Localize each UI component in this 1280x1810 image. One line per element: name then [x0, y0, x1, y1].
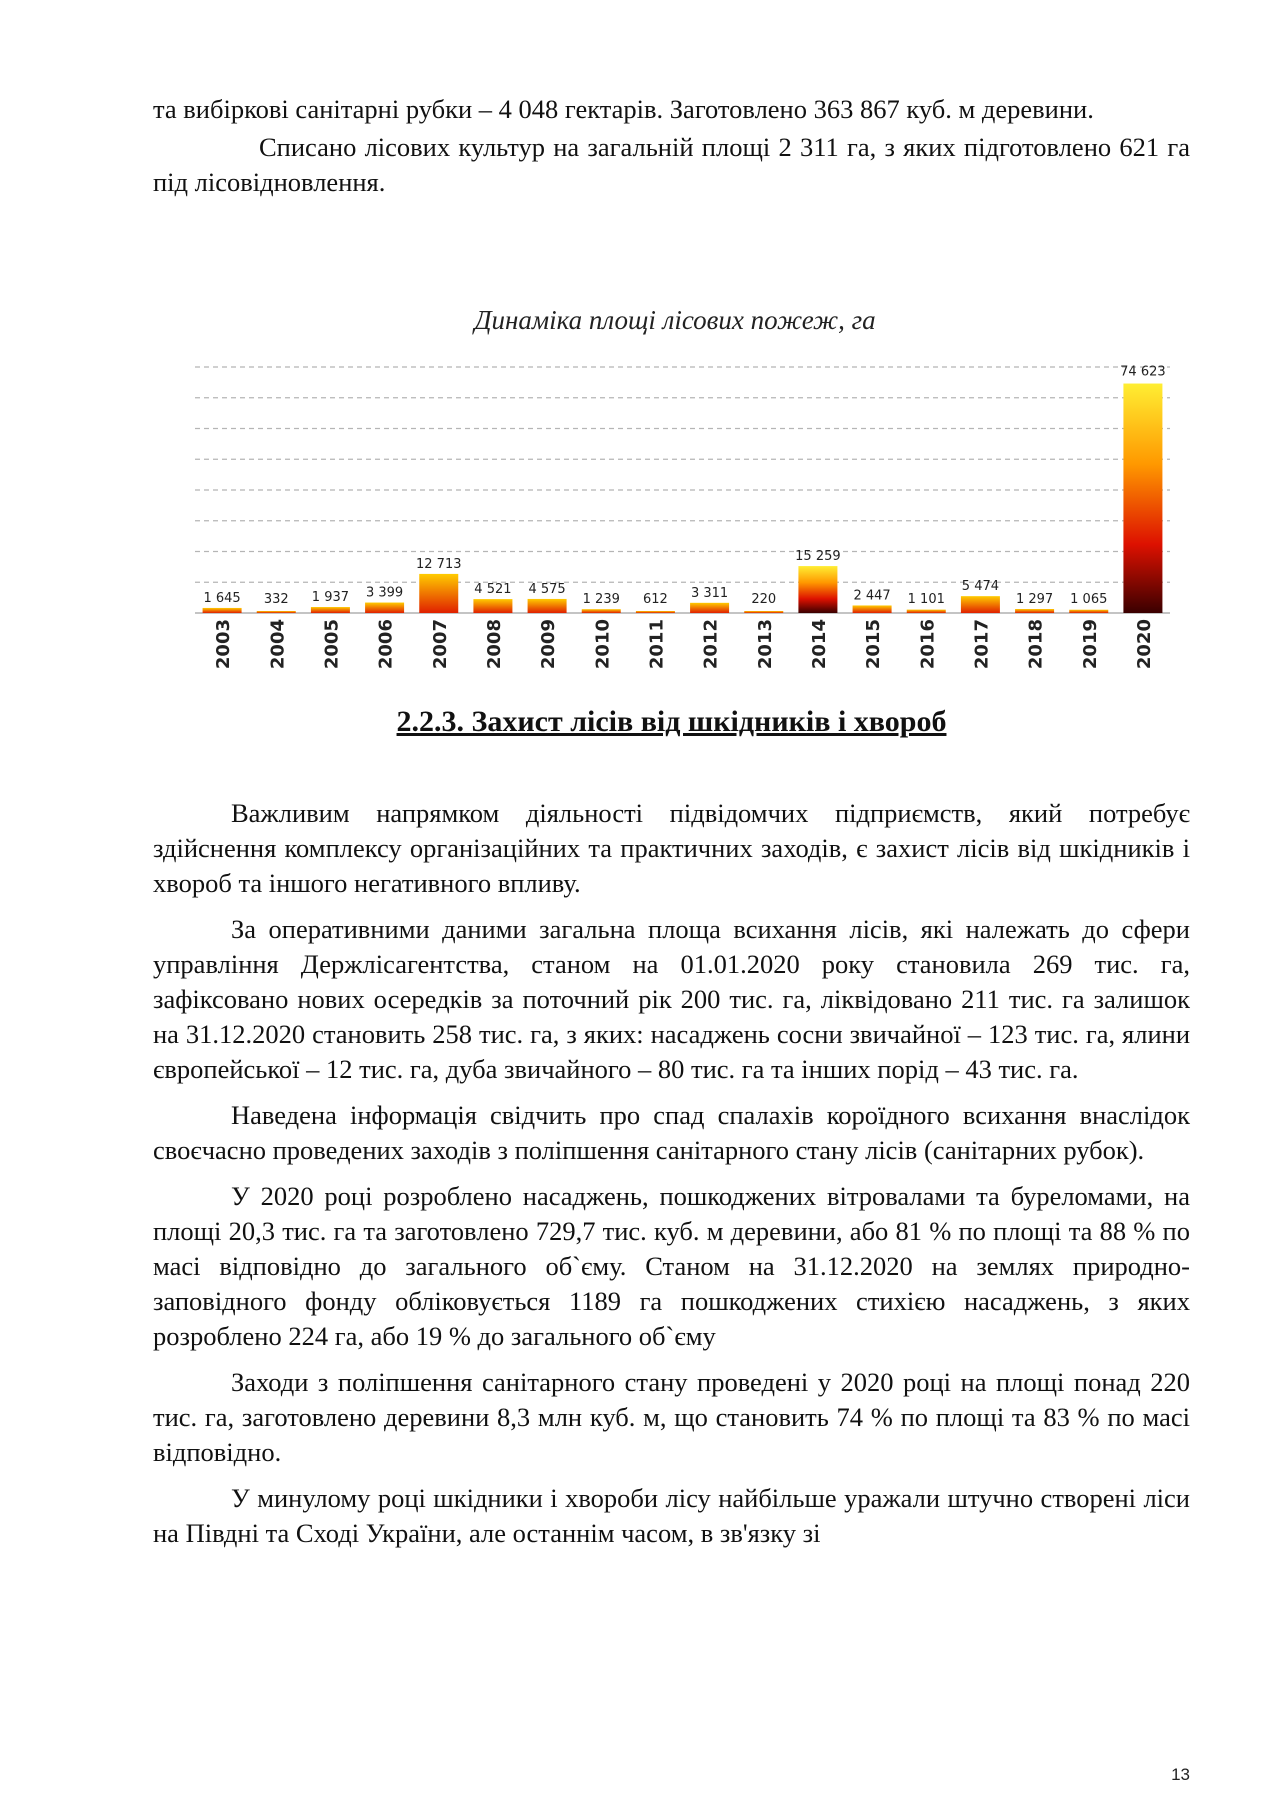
intro-paragraph-1: та вибіркові санітарні рубки – 4 048 гектарів. Заготовлено 363 867 куб. м деревини.	[153, 94, 1094, 124]
x-tick-2010: 2010	[592, 619, 614, 670]
bar-2018	[1015, 609, 1054, 613]
bar-2014	[798, 566, 837, 613]
x-tick-2020: 2020	[1133, 619, 1155, 670]
data-label-2003: 1 645	[203, 590, 241, 606]
bar-2009	[528, 599, 567, 613]
data-label-2017: 5 474	[961, 579, 1000, 595]
data-label-2011: 612	[643, 592, 668, 607]
section-heading: 2.2.3. Захист лісів від шкідників і хвороб	[396, 705, 947, 738]
x-tick-2008: 2008	[483, 619, 505, 670]
data-label-2005: 1 937	[311, 590, 350, 606]
data-label-2018: 1 297	[1015, 592, 1054, 607]
data-label-2019: 1 065	[1070, 592, 1108, 607]
bar-2003	[203, 608, 242, 613]
data-label-2020: 74 623	[1120, 364, 1166, 380]
x-tick-2005: 2005	[321, 619, 343, 670]
chart-bars	[203, 384, 1163, 613]
chart-data-labels	[203, 365, 1165, 607]
bar-2006	[365, 603, 404, 613]
x-tick-2007: 2007	[429, 619, 451, 670]
page-number: 13	[1171, 1765, 1190, 1784]
data-label-2012: 3 311	[690, 585, 729, 601]
bar-2017	[961, 596, 1000, 613]
x-tick-2013: 2013	[754, 619, 776, 670]
forest-fire-area-chart	[185, 355, 1175, 670]
intro-paragraph-2: Списано лісових культур на загальній площі 2 311 га, з яких підготовлено 621 га під лісовідновлення.	[153, 132, 1190, 197]
x-tick-2012: 2012	[700, 619, 722, 670]
data-label-2016: 1 101	[907, 592, 945, 607]
intro-text	[153, 92, 1190, 200]
bar-2019	[1069, 610, 1108, 613]
data-label-2008: 4 521	[474, 582, 512, 598]
body-paragraph: За оперативними даними загальна площа всихання лісів, які належать до сфери управління Держлісагентства, станом на 01.01.2020 року становила 269 тис. га, зафіксовано нових осередків за поточний рік 200 тис. га, ліквідовано 211 тис. га залишок на 31.12.2020 становить 258 тис. га, з яких: насаджень сосни звичайної – 123 тис. га, ялини європейської – 12 тис. га, дуба звичайного – 80 тис. га та інших порід – 43 тис. га.	[153, 914, 1190, 1084]
x-tick-2004: 2004	[267, 619, 289, 670]
body-text	[153, 796, 1190, 1562]
bar-2011	[636, 611, 675, 613]
x-tick-2017: 2017	[971, 619, 993, 670]
x-tick-2015: 2015	[863, 619, 885, 670]
bar-2015	[853, 605, 892, 613]
x-tick-2018: 2018	[1025, 619, 1047, 670]
data-label-2014: 15 259	[795, 549, 841, 565]
data-label-2004: 332	[263, 592, 289, 607]
bar-2004	[257, 611, 296, 613]
x-tick-2011: 2011	[646, 619, 668, 670]
data-label-2006: 3 399	[365, 585, 404, 601]
bar-2005	[311, 607, 350, 613]
chart-title: Динаміка площі лісових пожеж, га	[474, 305, 876, 335]
x-tick-2019: 2019	[1079, 619, 1101, 670]
bar-2012	[690, 603, 729, 613]
data-label-2013: 220	[751, 592, 777, 607]
body-paragraph: Важливим напрямком діяльності підвідомчих підприємств, який потребує здійснення комплексу організаційних та практичних заходів, є захист лісів від шкідників і хвороб та іншого негативного впливу.	[153, 798, 1190, 898]
bar-2007	[419, 574, 458, 613]
body-paragraph: Заходи з поліпшення санітарного стану проведені у 2020 році на площі понад 220 тис. га, заготовлено деревини 8,3 млн куб. м, що становить 74 % по площі та 83 % по масі відповідно.	[153, 1367, 1190, 1467]
body-paragraph: Наведена інформація свідчить про спад спалахів короїдного всихання внаслідок своєчасно проведених заходів з поліпшення санітарного стану лісів (санітарних рубок).	[153, 1100, 1190, 1165]
bar-2008	[473, 599, 512, 613]
x-tick-2014: 2014	[808, 619, 830, 670]
bar-2010	[582, 609, 621, 613]
body-paragraph: У минулому році шкідники і хвороби лісу найбільше уражали штучно створені ліси на Півдні та Сході України, але останнім часом, в зв'язку зі	[153, 1483, 1190, 1548]
bar-2016	[907, 610, 946, 613]
data-label-2010: 1 239	[582, 592, 620, 607]
chart-x-tick-labels	[213, 619, 1155, 669]
bar-2013	[744, 611, 783, 613]
x-tick-2016: 2016	[917, 619, 939, 670]
data-label-2015: 2 447	[853, 588, 891, 604]
x-tick-2009: 2009	[538, 619, 560, 670]
body-paragraph: У 2020 році розроблено насаджень, пошкоджених вітровалами та буреломами, на площі 20,3 тис. га та заготовлено 729,7 тис. куб. м деревини, або 81 % по площі та 88 % по масі відповідно до загального об`єму. Станом на 31.12.2020 на землях природно-заповідного фонду обліковується 1189 га пошкоджених стихією насаджень, з яких розроблено 224 га, або 19 % до загального об`єму	[153, 1181, 1190, 1351]
x-tick-2006: 2006	[375, 619, 397, 670]
bar-2020	[1123, 384, 1162, 613]
x-tick-2003: 2003	[213, 619, 235, 670]
data-label-2009: 4 575	[528, 581, 566, 597]
chart-gridlines	[195, 364, 1170, 613]
data-label-2007: 12 713	[416, 556, 462, 572]
